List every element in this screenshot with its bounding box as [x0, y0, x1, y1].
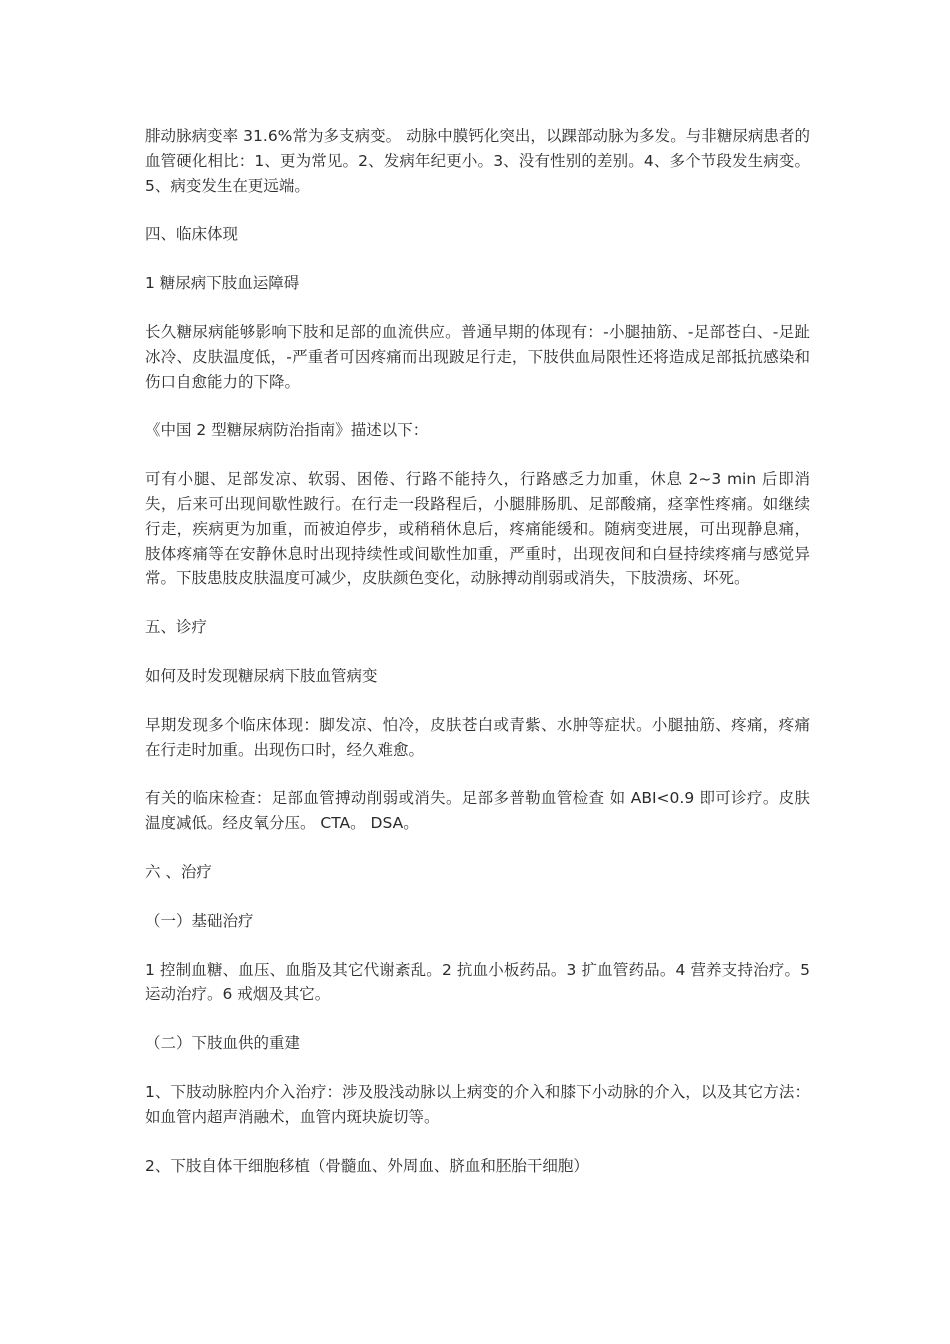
section-heading-treatment: 六 、治疗 [145, 862, 212, 881]
paragraph-endovascular: 1、下肢动脉腔内介入治疗：涉及股浅动脉以上病变的介入和膝下小动脉的介入，以及其它方法：如血管内超声消融术，血管内斑块旋切等。 [145, 1082, 810, 1126]
subheading-basic-treatment: （一）基础治疗 [145, 911, 254, 930]
paragraph-guideline-reference: 《中国 2 型糖尿病防治指南》描述以下： [145, 421, 429, 440]
section-heading-clinical-manifestations: 四、临床体现 [145, 225, 239, 244]
section-heading-diagnosis: 五、诊疗 [145, 618, 208, 637]
paragraph-stem-cell: 2、下肢自体干细胞移植（骨髓血、外周血、脐血和胚胎干细胞） [145, 1156, 589, 1175]
subheading-early-detection: 如何及时发现糖尿病下肢血管病变 [145, 666, 378, 685]
paragraph-early-detection: 早期发现多个临床体现：脚发凉、怕冷，皮肤苍白或青紫、水肿等症状。小腿抽筋、疼痛，疼痛在行走时加重。出现伤口时，经久难愈。 [145, 715, 810, 759]
paragraph-early-symptoms: 长久糖尿病能够影响下肢和足部的血流供应。普通早期的体现有：-小腿抽筋、-足部苍白、-足趾冰冷、皮肤温度低，-严重者可因疼痛而出现跛足行走，下肢供血局限性还将造成足部抵抗感染和伤口自愈能力的下降。 [145, 322, 810, 391]
subheading-lower-limb-blood-supply: 1 糖尿病下肢血运障碍 [145, 274, 300, 293]
paragraph-arterial-lesions: 腓动脉病变率 31.6%常为多支病变。 动脉中膜钙化突出，以踝部动脉为多发。与非糖尿病患者的血管硬化相比：1、更为常见。2、发病年纪更小。3、没有性别的差别。4、多个节段发生病变。5、病变发生在更远端。 [145, 127, 810, 195]
paragraph-clinical-exams: 有关的临床检查：足部血管搏动削弱或消失。足部多普勒血管检查 如 ABI<0.9 即可诊疗。皮肤温度减低。经皮氧分压。 CTA。 DSA。 [145, 789, 810, 833]
subheading-revascularization: （二）下肢血供的重建 [145, 1034, 301, 1053]
document-page [145, 124, 810, 1202]
paragraph-guideline-description: 可有小腿、足部发凉、软弱、困倦、行路不能持久，行路感乏力加重，休息 2~3 min 后即消失，后来可出现间歇性跛行。在行走一段路程后，小腿腓肠肌、足部酸痛，痉挛性疼痛。如继续行走，疾病更为加重，而被迫停步，或稍稍休息后，疼痛能缓和。随病变进展，可出现静息痛，肢体疼痛等在安静休息时出现持续性或间歇性加重，严重时，出现夜间和白昼持续疼痛与感觉异常。下肢患肢皮肤温度可减少，皮肤颜色变化，动脉搏动削弱或消失，下肢溃疡、坏死。 [145, 470, 810, 588]
paragraph-basic-treatment: 1 控制血糖、血压、血脂及其它代谢紊乱。2 抗血小板药品。3 扩血管药品。4 营养支持治疗。5 运动治疗。6 戒烟及其它。 [145, 960, 810, 1004]
